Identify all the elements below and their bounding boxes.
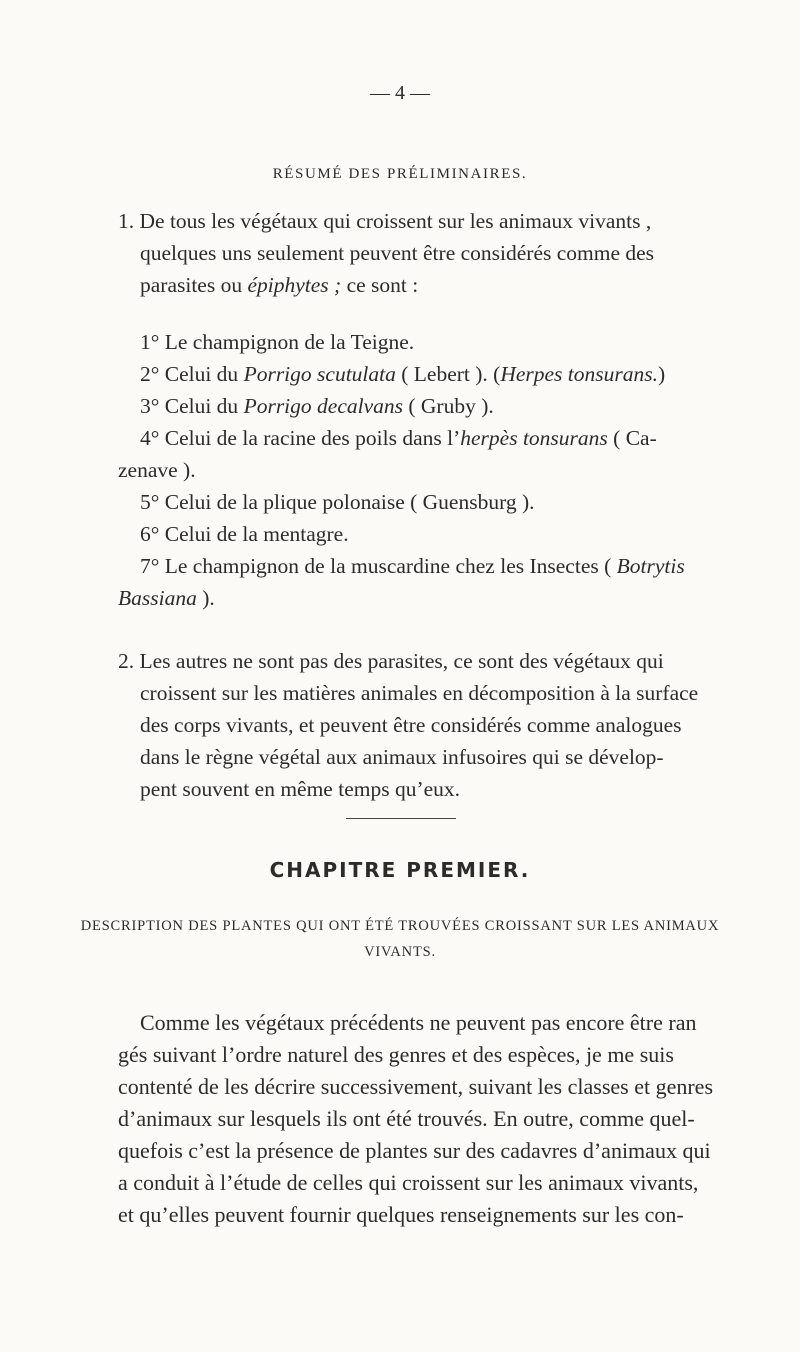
point1-epiphytes: épiphytes ;: [247, 273, 342, 297]
body-line3: contenté de les décrire successivement, suivant les classes et genres: [118, 1074, 713, 1099]
body-line5: quefois c’est la présence de plantes sur des cadavres d’animaux qui: [118, 1138, 711, 1163]
summary-title: RÉSUMÉ DES PRÉLIMINAIRES.: [272, 166, 528, 182]
point1-line1: [118, 206, 651, 237]
list-item-4-cont: zenave ).: [118, 458, 196, 482]
chapter-title: CHAPITRE PREMIER.: [269, 858, 531, 882]
item7-bassiana: Bassiana: [118, 586, 197, 610]
point1-text1: De tous les végétaux qui croissent sur les animaux vivants ,: [139, 209, 652, 233]
body-line1: Comme les végétaux précédents ne peuvent pas encore être ran: [140, 1010, 697, 1035]
item7-a: 7° Le champignon de la muscardine chez les Insectes (: [140, 554, 617, 578]
point1-line3: [140, 270, 418, 301]
list-item-5: 5° Celui de la plique polonaise ( Guensburg ).: [140, 490, 535, 514]
point2-line3: des corps vivants, et peuvent être considérés comme analogues: [140, 713, 682, 737]
item2-b: ( Lebert ). (: [395, 362, 501, 386]
list-item-7: [140, 554, 685, 579]
point2-line4: dans le règne végétal aux animaux infusoires qui se dévelop-: [140, 745, 664, 769]
section-divider: [346, 818, 456, 819]
chapter-subtitle-line1: DESCRIPTION DES PLANTES QUI ONT ÉTÉ TROUVÉES CROISSANT SUR LES ANIMAUX: [80, 918, 720, 934]
item4-b: ( Ca-: [607, 426, 657, 450]
item3-b: ( Gruby ).: [403, 394, 494, 418]
point1-line3-end: ce sont :: [341, 273, 419, 297]
list-item-2: [140, 362, 665, 387]
page-number: — 4 —: [370, 82, 430, 104]
body-line2: gés suivant l’ordre naturel des genres et des espèces, je me suis: [118, 1042, 674, 1067]
item2-a: 2° Celui du: [140, 362, 244, 386]
item2-herpes: Herpes tonsurans.: [500, 362, 658, 386]
body-line6: a conduit à l’étude de celles qui croissent sur les animaux vivants,: [118, 1170, 699, 1195]
list-item-4: [140, 426, 657, 451]
point2-line2: croissent sur les matières animales en décomposition à la surface: [140, 681, 699, 705]
body-line4: d’animaux sur lesquels ils ont été trouvés. En outre, comme quel-: [118, 1106, 695, 1131]
item2-porrigo: Porrigo scutulata: [243, 362, 396, 386]
list-item-7-cont: [118, 586, 215, 611]
item4-herpes: herpès tonsurans: [460, 426, 608, 450]
item4-a: 4° Celui de la racine des poils dans l’: [140, 426, 461, 450]
item3-porrigo: Porrigo decalvans: [243, 394, 403, 418]
chapter-subtitle: [0, 913, 800, 965]
item7-end: ).: [196, 586, 215, 610]
chapter-subtitle-line2: VIVANTS.: [364, 944, 436, 960]
item3-a: 3° Celui du: [140, 394, 244, 418]
list-item-6: 6° Celui de la mentagre.: [140, 522, 349, 546]
point1-number: 1.: [118, 209, 135, 233]
item2-c: ): [658, 362, 666, 386]
point2-line5: pent souvent en même temps qu’eux.: [140, 777, 461, 801]
list-item-3: [140, 394, 494, 419]
point1-line3-text: parasites ou: [140, 273, 248, 297]
list-item-1: 1° Le champignon de la Teigne.: [140, 330, 415, 354]
body-line7: et qu’elles peuvent fournir quelques renseignements sur les con-: [118, 1202, 684, 1227]
point2-line1: 2. Les autres ne sont pas des parasites, ce sont des végétaux qui: [118, 649, 664, 673]
point1-line2: quelques uns seulement peuvent être considérés comme des: [140, 241, 655, 265]
item7-botrytis: Botrytis: [616, 554, 685, 578]
